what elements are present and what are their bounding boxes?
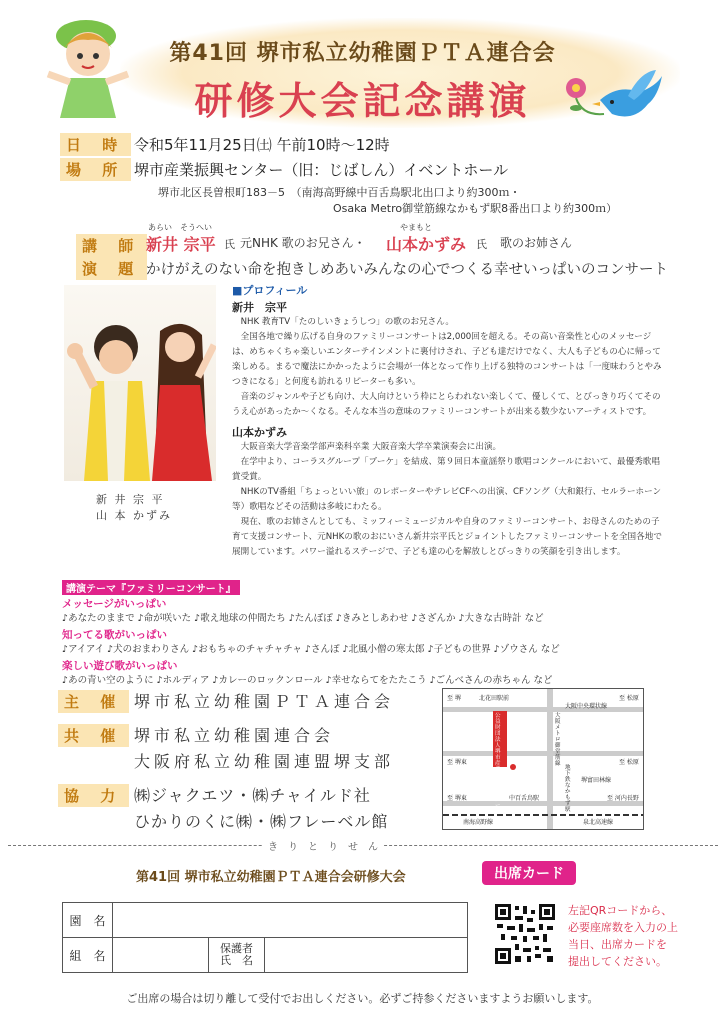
photo-caption-yamamoto: 山 本 かずみ (96, 509, 172, 522)
songs-section (62, 577, 676, 689)
lecturer2-ruby: やまもと (400, 223, 432, 232)
card-title: 第41回 堺市私立幼稚園ＰＴＡ連合会研修大会 (136, 870, 406, 885)
lecturer2-name: 山本かずみ (386, 235, 467, 254)
address-line2: Osaka Metro御堂筋線なかもず駅8番出口より約300ｍ） (333, 202, 618, 215)
lecturer2-honorific: 氏 (476, 238, 487, 251)
yamamoto-profile-p4: 現在、歌のお姉さんとしても、ミッフィーミュージカルや自身のファミリーコンサート、お母さんのための子育て支援コンサート、元NHKの歌のおにいさん新井宗平氏とジョイントしたファミリーコンサートを全国各地で展開しています。パワー溢れるステージで、子ども達の心を解放しとびっきりの笑顔を引き出します。 (232, 517, 662, 557)
map-label-venue: 公益財団法人堺市産業振興センター (495, 713, 501, 809)
class-name-field[interactable] (113, 938, 209, 973)
arai-name: 新井 宗平 (232, 301, 287, 314)
map-label-to-kawachinagano: 至 河内長野 (607, 795, 639, 802)
date-label: 日 時 (60, 133, 131, 156)
attendance-form (62, 902, 468, 973)
map-label-sakai-tondabayashi: 堺富田林線 (581, 777, 612, 784)
co-host-value2: 大阪府私立幼稚園連盟堺支部 (134, 752, 395, 771)
support-value1: ㈱ジャクエツ・㈱チャイルド社 (134, 786, 371, 805)
lecturer1-honorific: 氏 (224, 238, 235, 251)
lecturer-label: 講 師 (76, 234, 147, 257)
songs-list-known: ♪アイアイ ♪犬のおまわりさん ♪おもちゃのチャチャチャ ♪さんぽ ♪北風小僧の寒太郎 ♪子どもの世界 ♪ゾウさん など (62, 644, 560, 655)
lecturer1-desc: 元NHK 歌のお兄さん・ (240, 236, 366, 250)
map-label-to-matsubara2: 至 松原 (619, 759, 639, 766)
yamamoto-name: 山本かずみ (232, 426, 287, 439)
guardian-name-label: 保護者 氏 名 (209, 938, 265, 973)
kindergarten-name-field[interactable] (113, 903, 468, 938)
lecturer2-desc: 歌のお姉さん (500, 236, 573, 250)
arai-profile-p2: 全国各地で繰り広げる自身のファミリーコンサートは2,000回を超える。その高い音楽性と心のメッセージは、めちゃくちゃ楽しいエンターテインメントに裏付けされ、子ども達だけでなく、大人も子どもの心に帰って楽しめる。まるで魔法にかかったように会場が一体となって作り上げる独特のコンサートは「一度味わうとやみつきになる」と何度も訪れるリピーターも多い。 (232, 332, 662, 387)
songs-theme-title: 講演テーマ『ファミリーコンサート』 (62, 580, 240, 595)
arai-profile-p1: NHK 教育TV「たのしいきょうしつ」の歌のお兄さん。 (240, 317, 454, 327)
songs-list-play: ♪あの青い空のように ♪ホルディア ♪カレーのロックンロール ♪幸せならてをたたこう ♪ごんべさんの赤ちゃん など (62, 675, 553, 686)
map-label-chuo-kanjo: 大阪中央環状線 (565, 703, 608, 710)
kindergarten-name-label: 園 名 (63, 903, 113, 938)
host-value: 堺市私立幼稚園ＰＴＡ連合会 (134, 692, 395, 711)
host-label: 主 催 (58, 690, 129, 713)
theme-value: かけがえのない命を抱きしめあいみんなの心でつくる幸せいっぱいのコンサート (146, 262, 668, 278)
map-label-senboku: 泉北高速線 (583, 819, 614, 826)
yamamoto-profile-p2: 在学中より、コーラスグループ「ブーケ」を結成、第９回日本童謡祭り歌唱コンクールにおいて、最優秀歌唱賞受賞。 (232, 457, 660, 482)
songs-heading-play: 楽しい遊び歌がいっぱい (62, 660, 178, 672)
guardian-name-field[interactable] (265, 938, 468, 973)
qr-instruction: 左記QRコードから、 必要座席数を入力の上 当日、出席カードを 提出してください。 (568, 904, 678, 968)
event-title: 第41回 堺市私立幼稚園ＰＴＡ連合会 (169, 41, 556, 66)
access-map (442, 688, 644, 830)
date-value: 令和5年11月25日㈯ 午前10時〜12時 (134, 136, 390, 154)
arai-profile-p3: 音楽のジャンルや子ども向け、大人向けという枠にとらわれない楽しくて、優しくて、とびっきり巧くてそのうえ心があったか～くなる。そんな本当の意味のファミリーコンサートが出来る数少ないアーティストです。 (232, 392, 661, 417)
profile-heading: ■プロフィール (232, 284, 308, 297)
map-label-to-sakai: 至 堺 (447, 695, 461, 702)
map-label-midosuji: 大阪メトロ御堂筋線 (555, 713, 561, 767)
support-label: 協 力 (58, 784, 129, 807)
map-label-kitahanada: 北花田駅前 (479, 695, 510, 702)
cut-line-text: き り と り せ ん (262, 838, 384, 853)
songs-heading-known: 知ってる歌がいっぱい (62, 629, 167, 641)
yamamoto-profile-p1: 大阪音楽大学音楽学部声楽科卒業 大阪音楽大学卒業演奏会に出演。 (240, 442, 502, 452)
theme-label: 演 題 (76, 257, 147, 280)
photo-caption-arai: 新 井 宗 平 (96, 493, 165, 506)
map-label-nankai: 南海高野線 (463, 819, 494, 826)
map-label-nakamozu: 中百舌鳥駅 (509, 795, 540, 802)
co-host-label: 共 催 (58, 724, 129, 747)
place-value: 堺市産業振興センター（旧：じばしん）イベントホール (134, 161, 509, 179)
attendance-card-badge: 出席カード (482, 861, 576, 885)
lecturers-photo (64, 285, 216, 481)
map-label-to-sakaihigashi: 至 堺東 (447, 759, 467, 766)
map-label-to-sakaihigashi2: 至 堺東 (447, 795, 467, 802)
map-label-nakamozu-metro: 地下鉄なかもず駅 (565, 765, 571, 813)
class-name-label: 組 名 (63, 938, 113, 973)
profile-section (232, 282, 664, 560)
qr-code[interactable] (493, 902, 557, 966)
yamamoto-profile-p3: NHKのTV番組「ちょっといい旅」のレポーターやテレビCFへの出演、CFソング（大和銀行、セルラーホーン等）歌唱などその活動は多岐にわたる。 (232, 487, 662, 512)
support-value2: ひかりのくに㈱・㈱フレーベル館 (134, 812, 389, 831)
place-label: 場 所 (60, 158, 131, 181)
songs-list-message: ♪あなたのままで ♪命が咲いた ♪歌え地球の仲間たち ♪たんぽぽ ♪きみとしあわせ ♪さざんか ♪大きな古時計 など (62, 613, 544, 624)
co-host-value1: 堺市私立幼稚園連合会 (134, 726, 335, 745)
address-line1: 堺市北区長曽根町183－5 （南海高野線中百舌鳥駅北出口より約300ｍ・ (158, 186, 521, 199)
songs-heading-message: メッセージがいっぱい (62, 598, 167, 610)
footer-note: ご出席の場合は切り離して受付でお出しください。必ずご持参くださいますようお願いします。 (126, 992, 599, 1005)
lecture-title: 研修大会記念講演 (194, 79, 531, 123)
lecturer1-name: 新井 宗平 (146, 235, 216, 254)
lecturer1-ruby: あらい そうへい (148, 223, 212, 232)
map-label-to-matsubara: 至 松原 (619, 695, 639, 702)
